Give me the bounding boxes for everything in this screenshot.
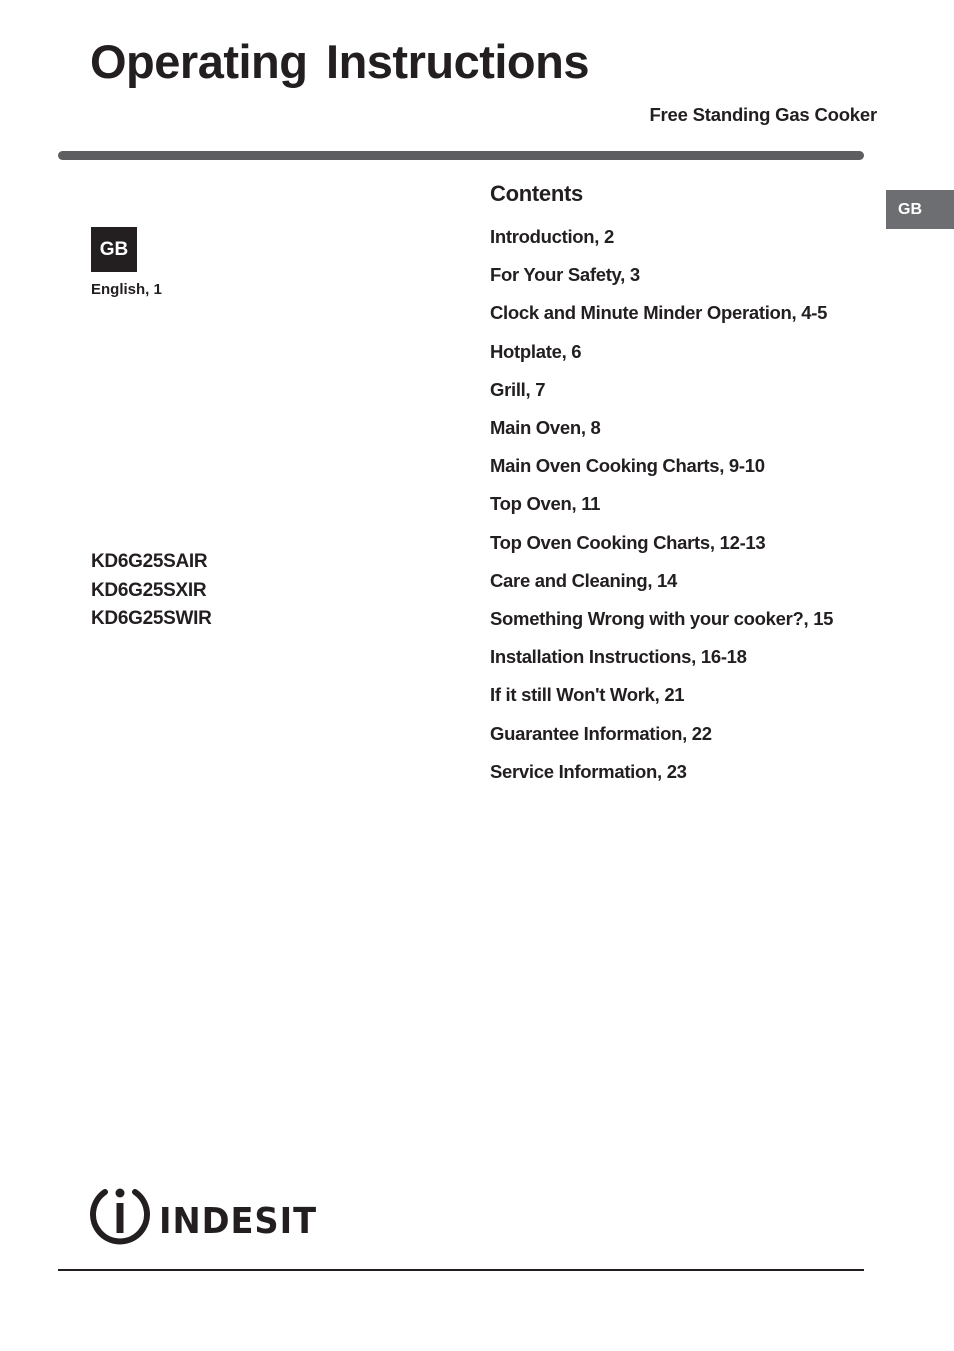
header-divider <box>58 151 864 160</box>
model-list <box>91 548 212 634</box>
contents-item: For Your Safety, 3 <box>490 264 640 286</box>
contents-item: Something Wrong with your cooker?, 15 <box>490 608 834 630</box>
contents-item: Top Oven, 11 <box>490 493 601 515</box>
model-number: KD6G25SWIR <box>91 608 212 629</box>
contents-item: Grill, 7 <box>490 378 546 400</box>
contents-item: Introduction, 2 <box>490 226 614 247</box>
contents-item: Hotplate, 6 <box>490 340 582 362</box>
contents-list <box>490 218 833 791</box>
contents-item: Guarantee Information, 22 <box>490 722 712 744</box>
contents-item: Main Oven Cooking Charts, 9-10 <box>490 455 765 477</box>
side-language-tab: GB <box>886 190 954 229</box>
product-subtitle: Free Standing Gas Cooker <box>649 104 877 125</box>
contents-item: Care and Cleaning, 14 <box>490 569 677 591</box>
page-title: Operating Instructions <box>90 35 589 88</box>
contents-item: Clock and Minute Minder Operation, 4-5 <box>490 302 828 324</box>
brand-name: INDESIT <box>159 1201 317 1242</box>
model-number: KD6G25SAIR <box>91 551 208 572</box>
contents-item: Main Oven, 8 <box>490 417 601 439</box>
contents-item: Service Information, 23 <box>490 760 687 782</box>
contents-item: Installation Instructions, 16-18 <box>490 646 747 668</box>
indesit-i-logo-icon <box>93 1189 147 1242</box>
language-label: English, 1 <box>91 281 162 298</box>
contents-item: Top Oven Cooking Charts, 12-13 <box>490 531 766 553</box>
footer-divider <box>58 1269 864 1271</box>
contents-heading: Contents <box>490 181 583 206</box>
language-badge: GB <box>91 227 137 272</box>
model-number: KD6G25SXIR <box>91 579 207 601</box>
contents-item: If it still Won't Work, 21 <box>490 684 685 706</box>
indesit-logo <box>89 1184 321 1248</box>
